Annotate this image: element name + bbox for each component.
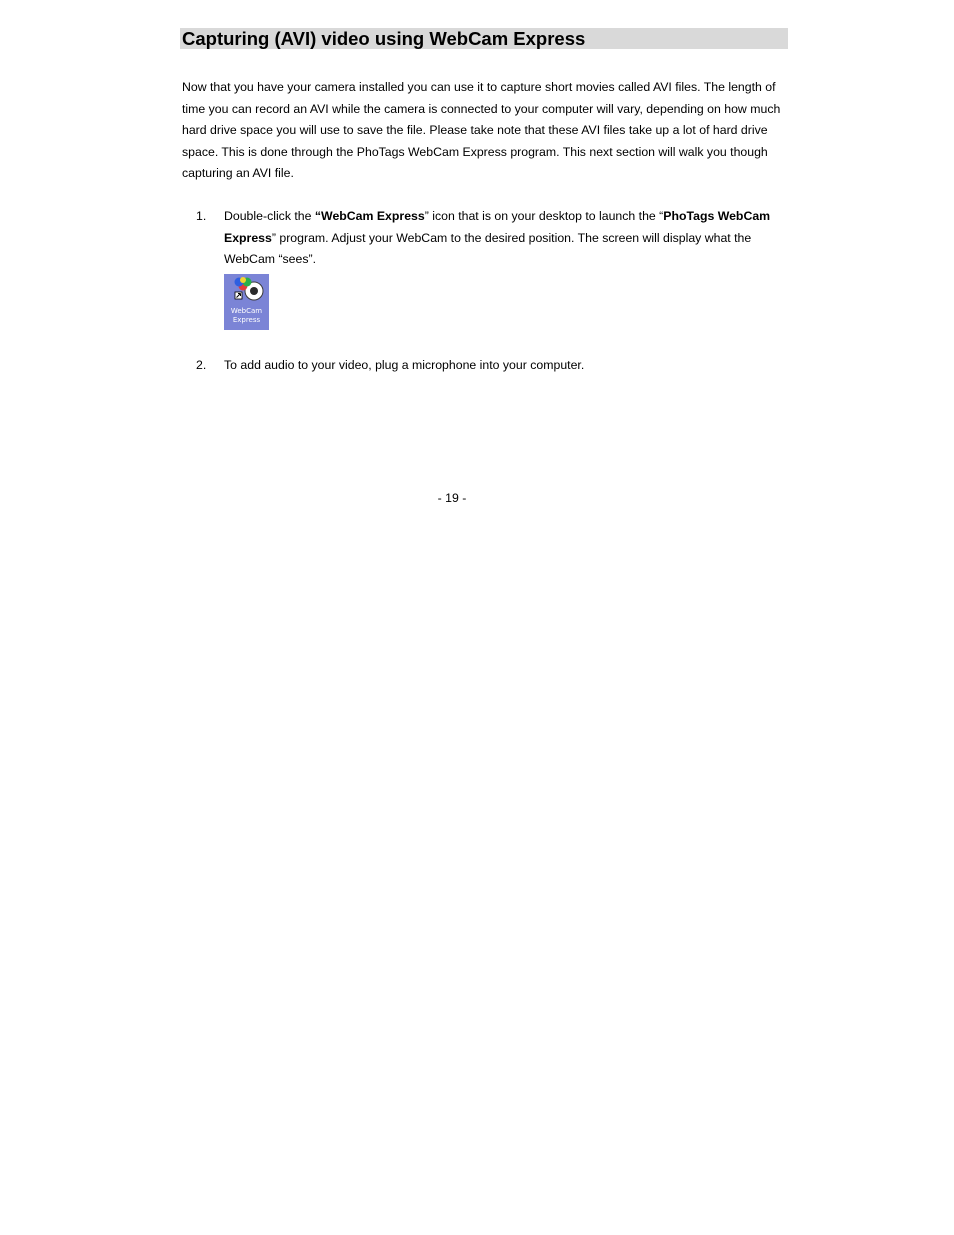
step-text-part: ” icon that is on your desktop to launch the “ bbox=[424, 209, 664, 223]
page-number: - 19 - bbox=[437, 491, 467, 505]
icon-caption-line: WebCam bbox=[230, 307, 263, 315]
step-number: 2. bbox=[196, 358, 207, 372]
step-text-part: Double-click the bbox=[224, 209, 315, 223]
step-text-part: ” program. Adjust your WebCam to the desired position. The screen will display what the WebCam “sees”. bbox=[224, 230, 752, 267]
step-bold-program-name: PhoTags WebCam Express bbox=[224, 209, 771, 245]
icon-caption-line: Express bbox=[232, 316, 261, 324]
section-heading: Capturing (AVI) video using WebCam Express bbox=[182, 28, 586, 49]
step-bold-app-icon-name: “WebCam Express bbox=[314, 209, 425, 223]
webcam-graphic-icon bbox=[224, 274, 269, 308]
intro-paragraph: Now that you have your camera installed you can use it to capture short movies called AVI files. The length of time you can record an AVI while the camera is connected to your computer will vary, depending on how much hard drive space you will use to save the file. Please take note that these AVI files take up a lot of hard drive space. This is done through the PhoTags WebCam Express program. This next section will walk you though capturing an AVI file. bbox=[182, 80, 781, 181]
step-number: 1. bbox=[196, 209, 207, 223]
step-text: To add audio to your video, plug a microphone into your computer. bbox=[224, 358, 585, 372]
step-text bbox=[224, 206, 790, 271]
icon-caption bbox=[224, 307, 269, 325]
webcam-express-icon[interactable] bbox=[224, 274, 269, 330]
